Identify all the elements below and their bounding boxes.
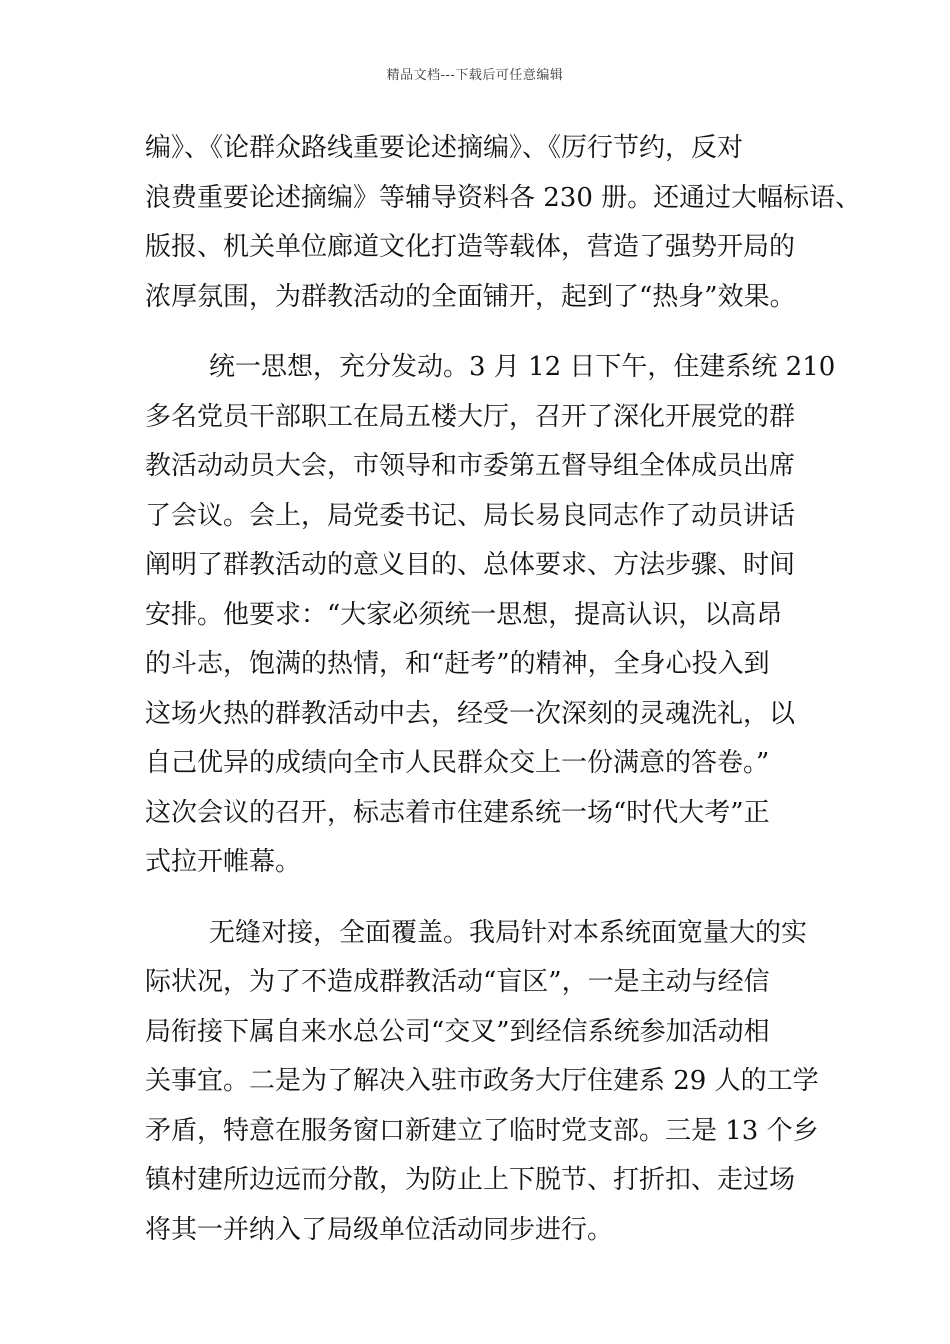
text-line: 多名党员干部职工在局五楼大厅，召开了深化开展党的群 [145, 401, 796, 432]
text-line: 教活动动员大会，市领导和市委第五督导组全体成员出席 [145, 451, 796, 481]
paragraph-3 [145, 909, 819, 1256]
text-line: 版报、机关单位廊道文化打造等载体，营造了强势开局的 [145, 232, 796, 262]
text-line: 局衔接下属自来水总公司“交叉”到经信系统参加活动相 [145, 1016, 770, 1047]
text-line: 阐明了群教活动的意义目的、总体要求、方法步骤、时间 [145, 550, 796, 580]
text-line: 安排。他要求：“大家必须统一思想，提高认识，以高昂 [145, 599, 783, 630]
text-line: 浪费重要论述摘编》等辅导资料各 230 册。还通过大幅标语、 [145, 182, 862, 213]
text-line: 镇村建所边远而分散，为防止上下脱节、打折扣、走过场 [145, 1165, 796, 1195]
text-line: 矛盾，特意在服务窗口新建立了临时党支部。三是 13 个乡 [145, 1115, 819, 1146]
document-body [145, 124, 862, 1255]
paragraph-1 [145, 124, 862, 322]
paragraph-2 [145, 343, 836, 888]
text-line: 际状况，为了不造成群教活动“盲区”，一是主动与经信 [145, 967, 770, 997]
page-header: 精品文档---下载后可任意编辑 [386, 68, 564, 83]
text-line: 浓厚氛围，为群教活动的全面铺开，起到了“热身”效果。 [145, 281, 796, 312]
text-line: 关事宜。二是为了解决入驻市政务大厅住建系 29 人的工学 [145, 1066, 819, 1096]
text-line: 式拉开帷幕。 [145, 847, 302, 877]
text-line: 将其一并纳入了局级单位活动同步进行。 [145, 1214, 614, 1245]
text-line: 的斗志，饱满的热情，和“赶考”的精神，全身心投入到 [145, 649, 770, 679]
text-line: 编》、《论群众路线重要论述摘编》、《厉行节约，反对 [145, 133, 744, 163]
text-line: 了会议。会上，局党委书记、局长易良同志作了动员讲话 [145, 500, 796, 531]
text-line: 无缝对接，全面覆盖。我局针对本系统面宽量大的实 [209, 917, 808, 948]
text-line: 这场火热的群教活动中去，经受一次深刻的灵魂洗礼，以 [145, 698, 796, 729]
text-line: 这次会议的召开，标志着市住建系统一场“时代大考”正 [145, 797, 770, 828]
text-line: 统一思想，充分发动。3 月 12 日下午，住建系统 210 [209, 352, 836, 382]
text-line: 自己优异的成绩向全市人民群众交上一份满意的答卷。” [145, 748, 770, 778]
